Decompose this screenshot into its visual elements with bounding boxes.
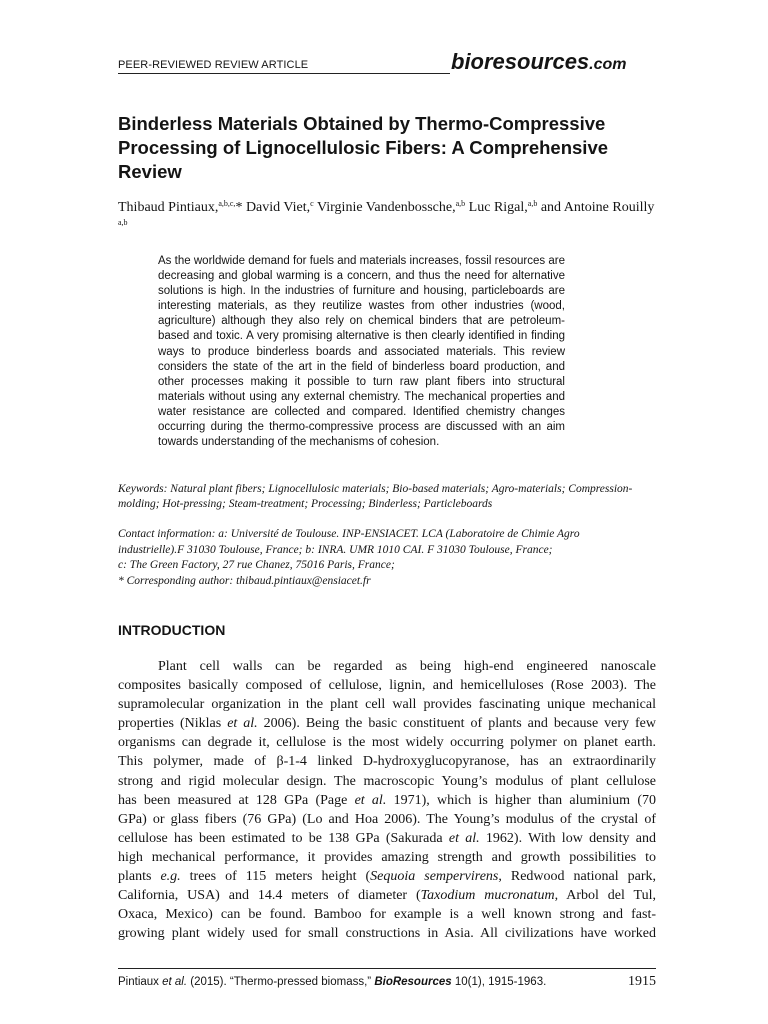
author-affiliation: a,b,c, (218, 199, 236, 208)
author-name: Luc Rigal, (465, 200, 528, 215)
journal-brand-main: bioresources (451, 49, 590, 74)
footer-citation-author: Pintiaux (118, 976, 163, 988)
page-number: 1915 (628, 974, 656, 989)
introduction-line: Oxaca, Mexico) can be found. Bamboo for example is a well known strong and fast- (118, 907, 656, 923)
footer-rule (118, 968, 656, 969)
contact-line: industrielle).F 31030 Toulouse, France; b: INRA. UMR 1010 CAI. F 31030 Toulouse, France; (118, 543, 553, 556)
contact-line: c: The Green Factory, 27 rue Chanez, 75016 Paris, France; (118, 559, 395, 571)
introduction-line: strong and rigid molecular design. The macroscopic Young’s modulus of plant cellulose (118, 773, 656, 789)
running-header-label: PEER-REVIEWED REVIEW ARTICLE (118, 59, 309, 71)
introduction-line: This polymer, made of β-1-4 linked D-hydroxyglucopyranose, has an extraordinarily (118, 754, 656, 770)
author-affiliation: c (310, 199, 314, 208)
article-title: Binderless Materials Obtained by Thermo-Compressive Processing of Lignocellulosic Fibers: A Comprehensive Review (118, 113, 609, 182)
contact-line: Contact information: a: Université de Toulouse. INP-ENSIACET. LCA (Laboratoire de Chimie Agro (118, 528, 580, 540)
introduction-line: has been measured at 128 GPa (Page et al. 1971), which is higher than aluminium (70 (118, 792, 656, 808)
section-heading-introduction: INTRODUCTION (118, 622, 226, 638)
author-name: and Antoine Rouilly (537, 200, 655, 215)
introduction-line: organisms can degrade it, cellulose is the most widely occurring polymer on planet earth. (118, 735, 656, 751)
footer-citation-volume: 10(1), 1915-1963. (451, 976, 547, 988)
abstract: As the worldwide demand for fuels and materials increases, fossil resources are decreasing and global warming is a concern, and thus the need for alternative solutions is high. In the industries of furniture and housing, particleboards are interesting materials, as they reutilize wastes from other industries (wood, agriculture) although they also rely on chemical binders that are petroleum-based and toxic. A very promising alternative is then clearly identified in finding ways to produce binderless boards and associated materials. This review considers the state of the art in the field of binderless board production, and other processes making it possible to turn raw plant fibers into structural materials without using any external chemistry. The mechanical properties and water resistance are collected and compared. Identified chemistry changes occurring during the thermo-compressive process are discussed with an aim towards understanding of the mechanisms of cohesion. (158, 255, 565, 449)
introduction-line: Plant cell walls can be regarded as being high-end engineered nanoscale (158, 659, 656, 674)
header-rule (118, 73, 450, 74)
author-affiliation: a,b (455, 199, 466, 208)
footer-citation-title: (2015). “Thermo-pressed biomass,” (187, 976, 375, 988)
citation-footer (118, 976, 656, 988)
contact-information (118, 527, 658, 589)
contact-line: * Corresponding author: thibaud.pintiaux@ensiacet.fr (118, 574, 371, 587)
introduction-line: growing plant widely used for small constructions in Asia. All civilizations have worked (118, 926, 656, 942)
footer-journal-name: BioResources (374, 976, 452, 988)
author-affiliation: a,b (527, 199, 538, 208)
author-name: Thibaud Pintiaux, (118, 200, 219, 215)
introduction-line: California, USA) and 14.4 meters of diameter (Taxodium mucronatum, Arbol del Tul, (118, 888, 656, 904)
journal-brand-suffix: .com (589, 56, 627, 73)
introduction-line: GPa) or glass fibers (76 GPa) (Lo and Hoa 2006). The Young’s modulus of the crystal of (118, 811, 656, 827)
introduction-line: properties (Niklas et al. 2006). Being the basic constituent of plants and because very few (118, 716, 656, 732)
introduction-line: cellulose has been estimated to be 138 GPa (Sakurada et al. 1962). With low density and (118, 830, 656, 846)
author-name: * David Viet, (235, 200, 311, 215)
author-list (118, 198, 658, 236)
introduction-line: composites basically composed of cellulose, lignin, and hemicelluloses (Rose 2003). The (118, 678, 656, 694)
introduction-line: high mechanical performance, it provides amazing strength and growth possibilities to (118, 849, 656, 865)
author-name: Virginie Vandenbossche, (313, 200, 456, 215)
journal-brand (451, 49, 627, 75)
introduction-line: plants e.g. trees of 115 meters height (Sequoia sempervirens, Redwood national park, (118, 869, 656, 885)
keywords: Keywords: Natural plant fibers; Lignocellulosic materials; Bio-based materials; Agro-materials; Compression-molding; Hot-pressing; Steam-treatment; Processing; Binderless; Particleboards (118, 483, 633, 510)
introduction-body (118, 657, 656, 943)
introduction-line: supramolecular organization in the plant cell wall provides fascinating unique mechanical (118, 697, 656, 713)
footer-citation-etal: et al. (162, 976, 188, 988)
author-affiliation: a,b (118, 218, 128, 227)
